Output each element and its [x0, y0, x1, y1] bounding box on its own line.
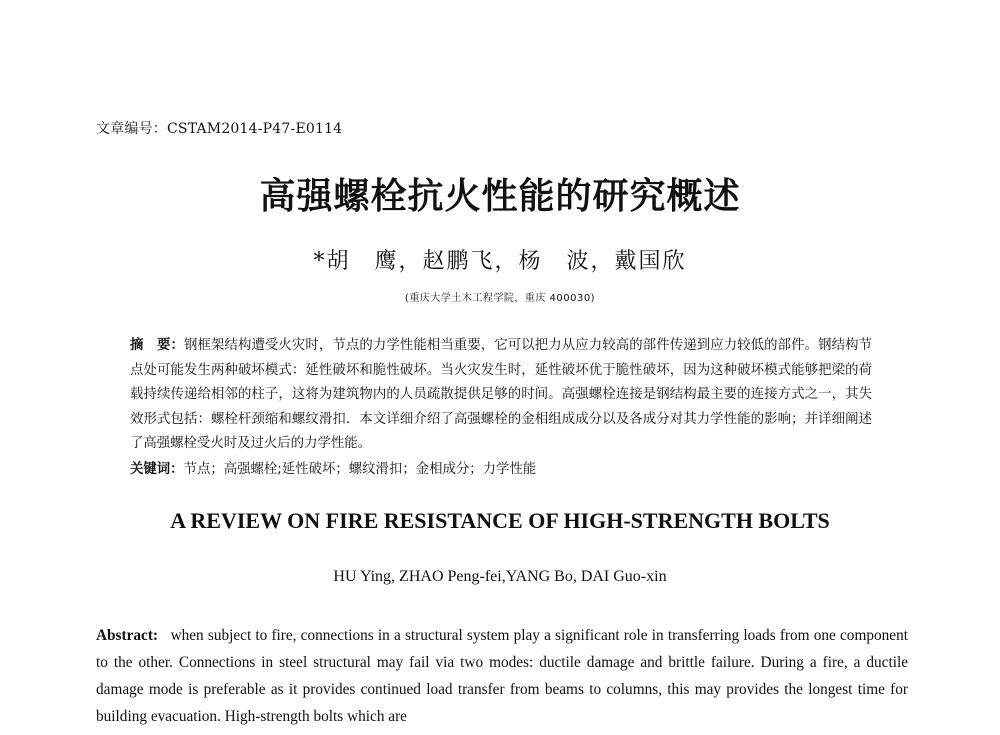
english-authors: HU Ying, ZHAO Peng-fei,YANG Bo, DAI Guo-xin — [333, 568, 667, 585]
english-abstract — [96, 622, 908, 730]
chinese-keywords — [130, 458, 872, 482]
chinese-keywords-label: 关键词： — [130, 462, 184, 477]
chinese-abstract — [130, 334, 872, 457]
chinese-affiliation: (重庆大学土木工程学院，重庆 400030) — [404, 293, 596, 304]
chinese-authors: *胡 鹰，赵鹏飞，杨 波，戴国欣 — [313, 249, 687, 274]
chinese-abstract-text: 钢框架结构遭受火灾时，节点的力学性能相当重要，它可以把力从应力较高的部件传递到应力较低的部件。钢结构节点处可能发生两种破坏模式：延性破坏和脆性破坏。当火灾发生时，延性破坏优于脆性破坏，因为这种破坏模式能够把梁的荷载持续传递给相邻的柱子，这将为建筑物内的人员疏散提供足够的时间。高强螺栓连接是钢结构最主要的连接方式之一，其失效形式包括：螺栓杆颈缩和螺纹滑扣．本文详细介绍了高强螺栓的金相组成成分以及各成分对其力学性能的影响；并详细阐述了高强螺栓受火时及过火后的力学性能。 — [130, 338, 873, 451]
english-title: A REVIEW ON FIRE RESISTANCE OF HIGH-STRENGTH BOLTS — [170, 508, 830, 533]
article-id: 文章编号：CSTAM2014-P47-E0114 — [96, 121, 343, 137]
chinese-abstract-label: 摘 要： — [130, 338, 184, 353]
english-abstract-label: Abstract: — [96, 627, 159, 644]
chinese-keywords-text: 节点；高强螺栓;延性破坏；螺纹滑扣；金相成分；力学性能 — [183, 462, 537, 477]
chinese-title: 高强螺栓抗火性能的研究概述 — [259, 176, 741, 217]
english-abstract-text: when subject to fire, connections in a structural system play a significant role in transferring loads from one component to the other. Connections in steel structural may fail via two modes: ductile damage and brittle failure. During a fire, a ductile damage mode is preferable as it provides continued load transfer from beams to columns, this may provides the longest time for building evacuation. High-strength bolts which are — [96, 627, 908, 725]
